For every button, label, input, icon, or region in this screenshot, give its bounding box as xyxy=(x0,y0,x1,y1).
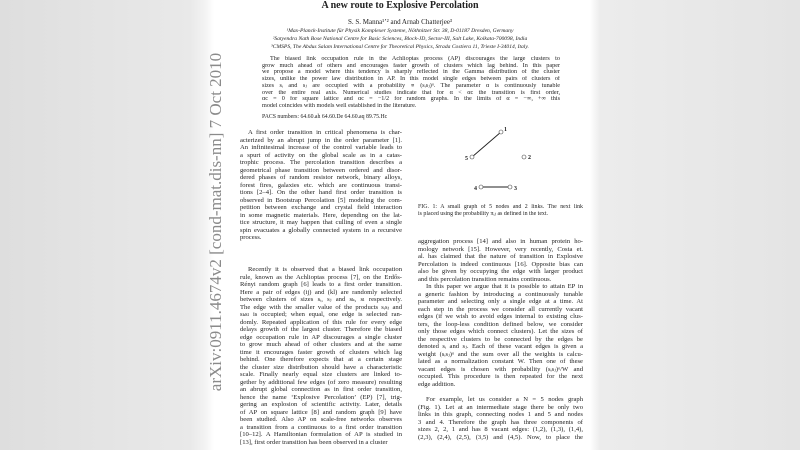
affiliation-3: ³CMSPS, The Abdus Salam International Centre for Theoretical Physics, Strada Costiera 11, Trieste I-34014, Italy. xyxy=(271,44,529,50)
text-line: For example, let us consider a N = 5 nodes graph xyxy=(426,396,583,403)
text-line: over the entire real axis. Numerical studies indicate that for α < αc the transition is first order, xyxy=(262,89,560,96)
right-paragraph-2 xyxy=(418,283,583,388)
pacs-numbers: PACS numbers: 64.60.ah 64.60.De 64.60.aq 89.75.Hc xyxy=(262,114,388,120)
text-line: ters, the loop-less condition defined below, we consider xyxy=(418,320,583,328)
node-5 xyxy=(470,155,474,159)
text-line: Recently it is observed that a biased link occupation xyxy=(248,266,402,273)
text-line: The edge with the smaller value of the products sᵢsⱼ and xyxy=(240,303,402,311)
text-line: mology network [15]. However, very recently, Costa et. xyxy=(418,245,583,253)
text-line: a spurt of activity on the global scale as in a catas- xyxy=(240,151,402,159)
text-line: sizes 2, 2, 1 and has 8 vacant edges: (1,2), (1,3), (1,4), xyxy=(418,426,583,433)
node-label-2: 2 xyxy=(528,155,531,161)
node-label-5: 5 xyxy=(465,156,468,162)
text-line: weight (sᵢsⱼ)ᵅ and the sum over all the weights is calcu- xyxy=(418,350,583,358)
text-line: geometrical phase transition between ordered and disor- xyxy=(240,166,402,174)
text-line: behind. One therefore expects that at a certain stage xyxy=(240,356,402,363)
text-line: rule, known as the Achlioptas process [7], on the Erdős- xyxy=(240,273,402,281)
left-paragraph-1 xyxy=(240,129,402,242)
text-line: Rényi random graph [6] leads to a first order transition. xyxy=(240,281,402,288)
text-line: spin evacuates a globally connected system in a recursive xyxy=(240,226,402,234)
text-line: gether by additional few edges (of zero measure) resulting xyxy=(240,378,402,386)
text-line: an abrupt global connection as in first order transition, xyxy=(240,386,402,393)
text-line: dered phases of random resistor network, binary alloys, xyxy=(240,174,402,181)
text-line: process. xyxy=(240,234,262,241)
text-line: denoted sᵢ and sⱼ. Each of these vacant edges is given a xyxy=(418,343,583,350)
text-line: observed in Bootstrap Percolation [5] modeling the com- xyxy=(240,196,402,204)
figure-graph xyxy=(440,120,550,200)
node-4 xyxy=(479,185,483,189)
right-paragraph-3 xyxy=(418,396,583,441)
text-line: trophic process. The percolation transition describes a xyxy=(240,159,402,166)
text-line: acterized by an abrupt jump in the order parameter [1]. xyxy=(240,136,402,144)
text-line: sₖsₗ is occupied; when equal, one edge is selected ran- xyxy=(240,311,402,318)
left-paragraph-2 xyxy=(240,266,402,446)
text-line: time it encourages faster growth of clusters which lag xyxy=(240,348,402,356)
text-line: In this paper we argue that it is possible to attain EP in xyxy=(426,283,583,290)
text-line: petition between exchange and crystal field interaction xyxy=(240,204,402,211)
text-line: the cluster size distribution should have a characteristic xyxy=(240,363,402,371)
text-line: been studied. Also AP on scale-free networks observes xyxy=(240,416,402,423)
text-line: between clusters of sizes sᵢ, sⱼ and sₖ, sₗ respectively. xyxy=(240,296,402,303)
node-2 xyxy=(522,155,526,159)
text-line: links in this graph, connecting nodes 1 and 5 and nodes xyxy=(418,411,583,418)
text-line: (2,3), (2,4), (2,5), (3,5) and (4,5). Now, to place the xyxy=(418,433,583,441)
text-line: of AP on square lattice [8] and random graph [9] have xyxy=(240,408,402,416)
text-line: A first order transition in critical phenomena is char- xyxy=(248,129,402,136)
text-line: domly. Repeated application of this rule for every edge xyxy=(240,318,402,326)
text-line: to grow much ahead of other clusters and at the same xyxy=(240,341,402,348)
text-line: a generic fashion by introducing a continuously tunable xyxy=(418,290,583,298)
node-label-1: 1 xyxy=(504,127,507,133)
text-line: parameter and selecting only a single edge at a time. At xyxy=(418,298,583,305)
text-line: hence the name ‘Explosive Percolation’ (EP) [7], trig- xyxy=(240,393,402,401)
text-line: delays growth of the largest cluster. Therefore the biased xyxy=(240,326,402,333)
text-line: αc = 0 for square lattice and αc = −1/2 for random graphs. In the limits of α = −∞, +∞ this xyxy=(262,96,560,103)
text-line: the respective clusters to be connected by the edges be xyxy=(418,335,583,343)
text-line: only those edges which connect clusters). Let the sizes of xyxy=(418,328,583,335)
text-line: edge addition. xyxy=(418,380,456,388)
text-line: (Fig. 1). Let at an intermediate stage there be only two xyxy=(418,403,583,411)
text-line: al. has claimed that the nature of transition in Explosive xyxy=(418,253,583,260)
text-line: Here a pair of edges (ij) and (kl) are randomly selected xyxy=(240,288,402,296)
node-3 xyxy=(508,185,512,189)
figure-caption xyxy=(418,204,583,218)
affiliation-2: ²Satyendra Nath Bose National Centre for Basic Sciences, Block-JD, Sector-III, Salt Lake, Kolkata-700098, India xyxy=(272,36,528,42)
text-line: sizes, unlike the power law distribution in AP. In this model single edges between pairs of clusters of xyxy=(262,76,560,83)
text-line: edges (if we wish to avoid edges internal to existing clus- xyxy=(418,313,583,320)
right-paragraph-1 xyxy=(418,238,583,283)
text-line: in some magnetic materials. Here, depending on the lat- xyxy=(240,211,402,219)
arxiv-stamp: arXiv:0911.4674v2 [cond-mat.dis-nn] 7 Oct 2010 xyxy=(206,52,225,392)
text-line: edge occupation rule in AP discourages a single cluster xyxy=(240,333,402,341)
text-line: grow much ahead of others and encourages faster growth of clusters which lag behind. In this paper xyxy=(262,62,560,69)
text-line: tice structure, it may happen that culling of even a single xyxy=(240,219,402,226)
text-line: also be given by occupying the edge with larger product xyxy=(418,268,583,275)
edge-1-5 xyxy=(472,132,501,157)
text-line: occupied. This procedure is then repeated for the next xyxy=(418,373,583,380)
text-line: FIG. 1: A small graph of 5 nodes and 2 links. The next link xyxy=(418,204,583,210)
node-label-4: 4 xyxy=(474,186,477,192)
text-line: forest fires, galaxies etc. which are continuous transi- xyxy=(240,181,402,189)
text-line: and this percolation transition remains continuous. xyxy=(418,275,552,283)
text-line: scale. Finally nearly equal size clusters are linked to- xyxy=(240,371,402,378)
text-line: [10–12]. A Hamiltonian formulation of AP is studied in xyxy=(240,431,402,438)
text-line: we propose a model where this tendency is sharply reflected in the Gamma distribution of the cluster xyxy=(262,69,560,76)
text-line: Percolation is indeed continuous [16]. Opposite bias can xyxy=(418,260,583,268)
text-line: each step in the process we consider all currently vacant xyxy=(418,305,583,313)
text-line: lated as a normalization constant W. Then one of these xyxy=(418,358,583,365)
text-line: model coincides with models well established in the literature. xyxy=(262,102,417,109)
abstract xyxy=(262,56,560,110)
text-line: vacant edges is chosen with probability (sᵢsⱼ)ᵅ/W and xyxy=(418,365,583,373)
text-line: aggregation process [14] and also in human protein ho- xyxy=(418,238,583,245)
text-line: gering an explosion of scientific activity. Later, details xyxy=(240,401,402,408)
node-1 xyxy=(499,130,503,134)
node-label-3: 3 xyxy=(514,186,517,192)
text-line: The biased link occupation rule in the Achlioptas process (AP) discourages the large clusters to xyxy=(270,56,560,62)
text-line: sizes sᵢ and sⱼ are occupied with a probability ∝ (sᵢsⱼ)ᵅ. The parameter α is continuously tunable xyxy=(262,82,560,89)
affiliation-1: ¹Max-Planck-Institute für Physik Komplexer Systeme, Nöthnitzer Str. 38, D-01187 Dresden, Germany xyxy=(286,28,514,34)
text-line: 3 and 4. Therefore the graph has three components of xyxy=(418,418,583,426)
authors: S. S. Manna¹ʼ² and Arnab Chatterjee³ xyxy=(347,18,453,26)
text-line: a transition from a continuous to a first order transition xyxy=(240,423,402,431)
paper-title: A new route to Explosive Percolation xyxy=(321,0,479,11)
text-line: An infinitesimal increase of the control variable leads to xyxy=(240,144,402,151)
text-line: is placed using the probability πᵢⱼ as defined in the text. xyxy=(418,211,548,217)
text-line: tions [2–4]. On the other hand first order transition is xyxy=(240,189,402,196)
text-line: [13], first order transition has been observed in a cluster xyxy=(240,438,388,446)
